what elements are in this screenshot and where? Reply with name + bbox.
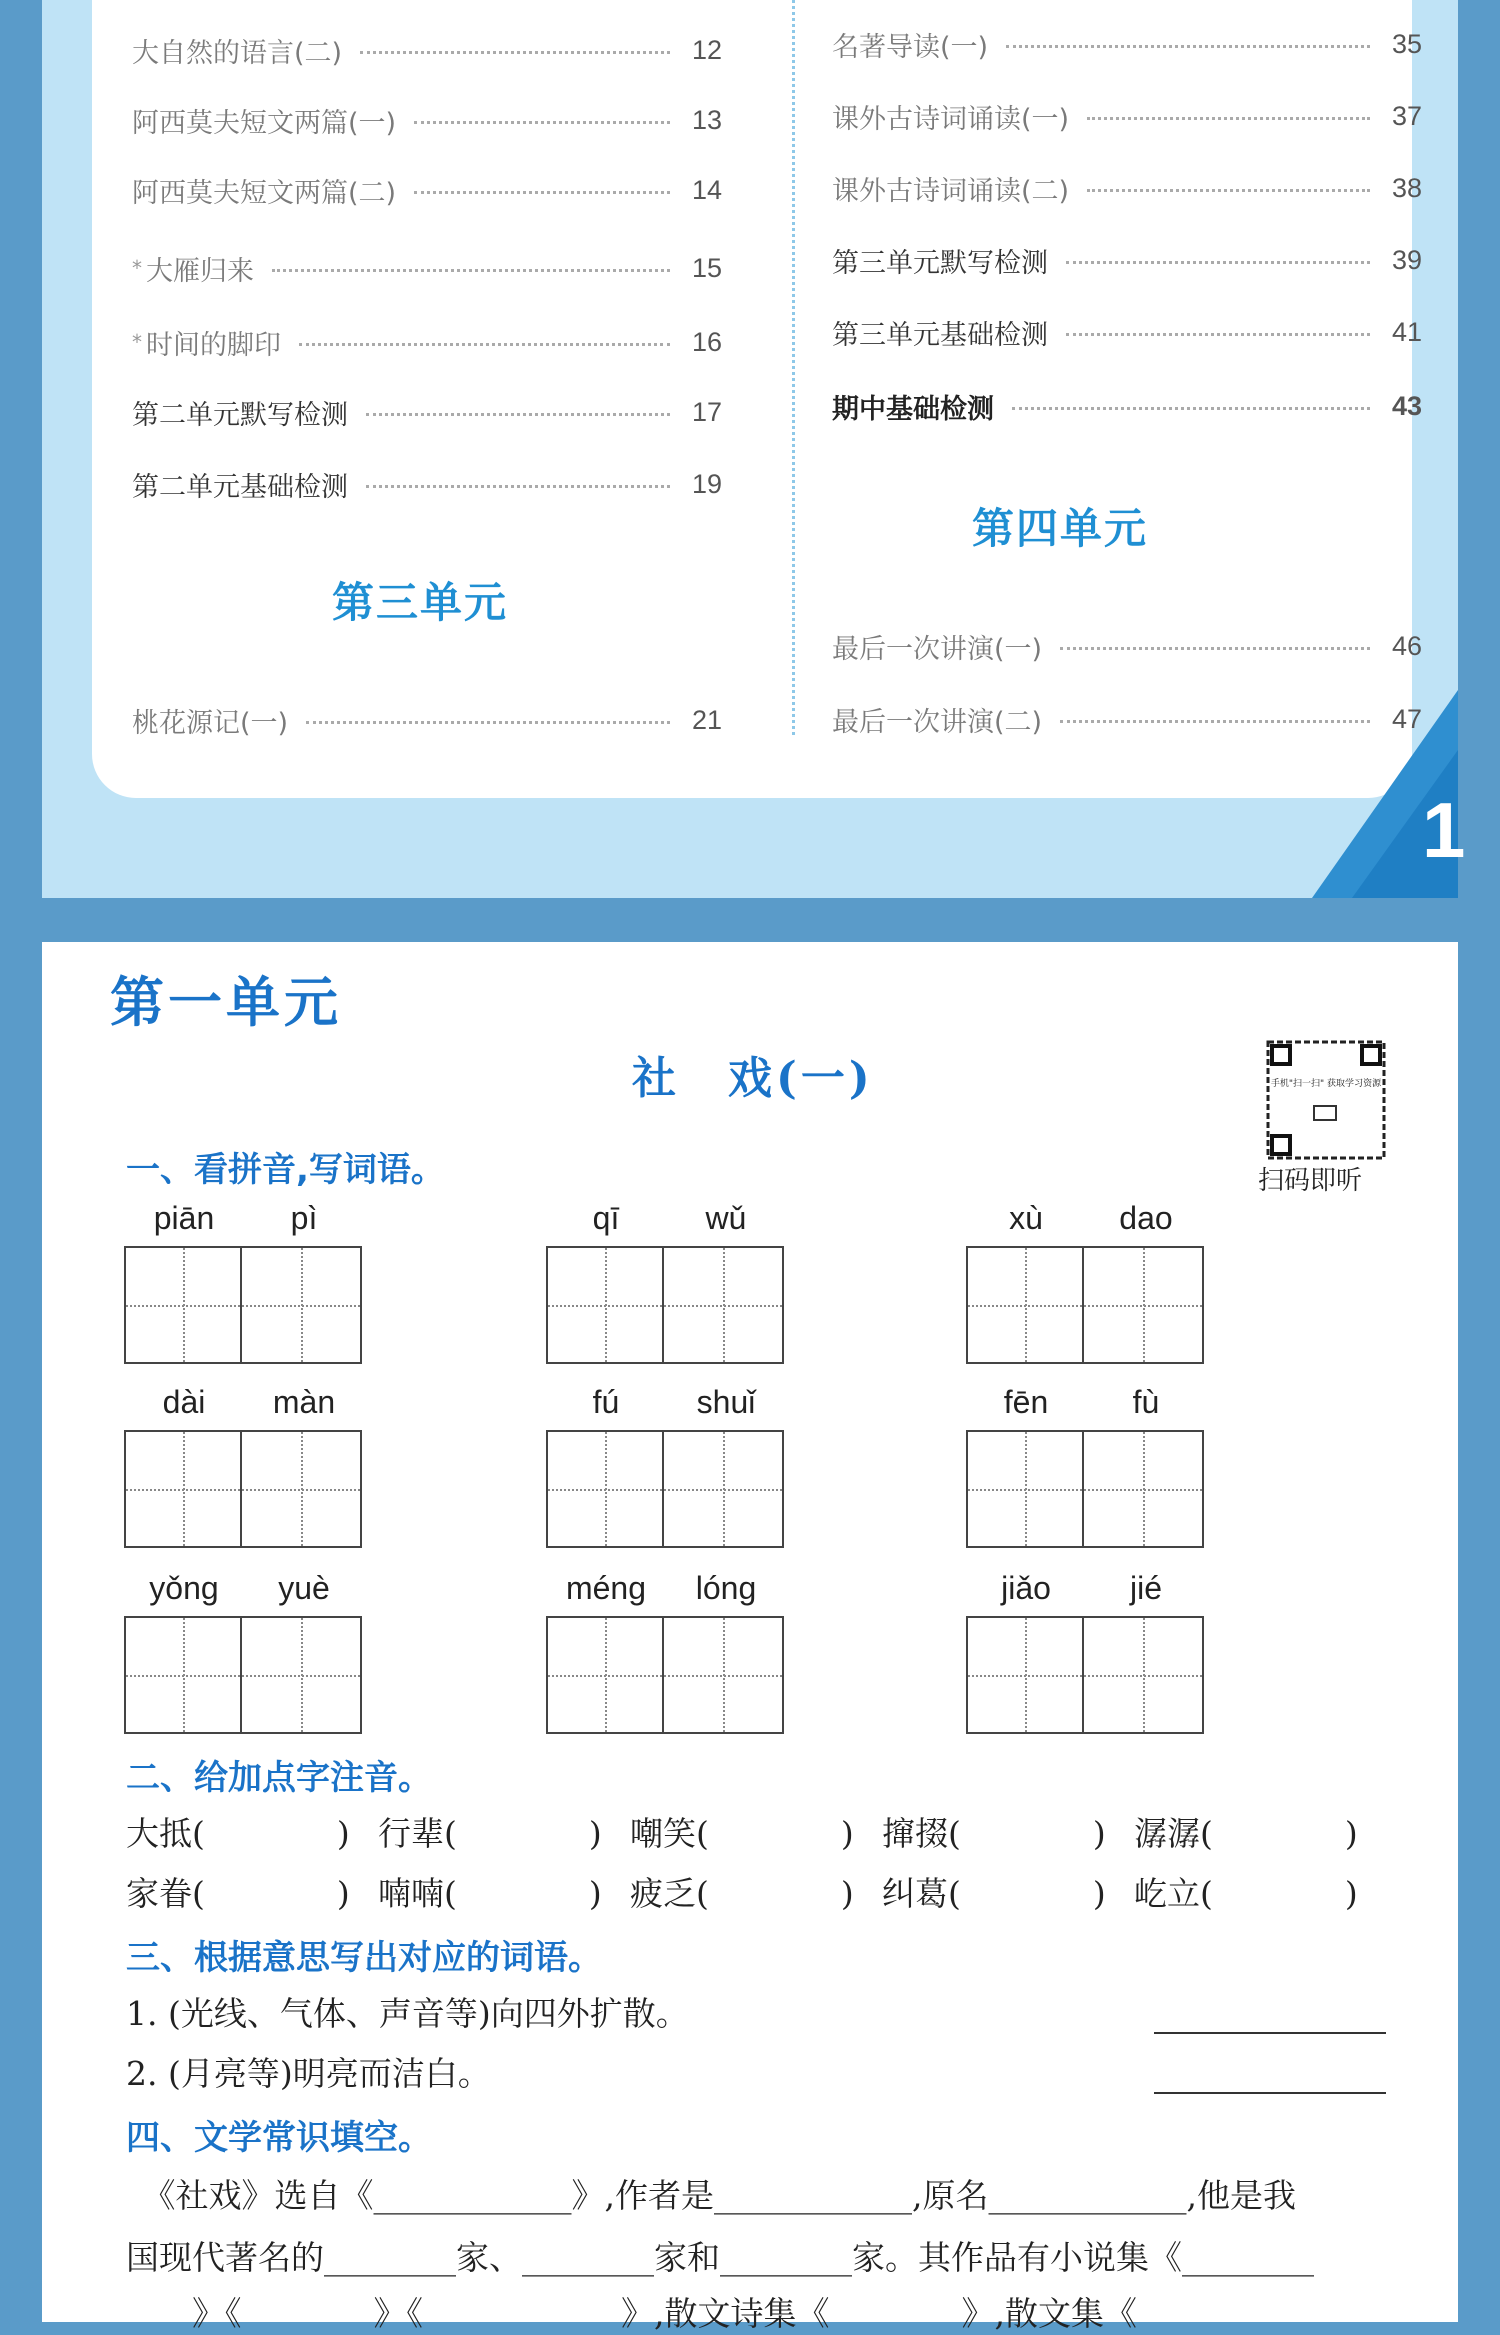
toc-unit-heading: 第四单元 bbox=[972, 504, 1149, 553]
toc-leader-dots bbox=[1060, 647, 1370, 650]
worksheet-page bbox=[42, 942, 1458, 2333]
toc-leader-dots bbox=[1087, 117, 1370, 120]
pinyin-label: fú bbox=[592, 1384, 620, 1420]
toc-item-title: 期中基础检测 bbox=[832, 393, 994, 425]
tianzige-cell[interactable] bbox=[242, 1616, 362, 1734]
annotation-blank[interactable]: 纠葛( ) bbox=[882, 1874, 1106, 1913]
toc-item-page: 17 bbox=[691, 396, 722, 427]
answer-blank-line[interactable] bbox=[1154, 2032, 1386, 2034]
toc-item[interactable] bbox=[132, 462, 722, 506]
toc-item-title: 第二单元基础检测 bbox=[132, 471, 348, 503]
toc-item[interactable] bbox=[832, 238, 1422, 282]
tianzige-cell[interactable] bbox=[1084, 1616, 1204, 1734]
fill-in-line[interactable]: 》《 》《 》,散文诗集《 》,散文集《 bbox=[126, 2294, 1137, 2333]
toc-item-title: 名著导读(一) bbox=[832, 31, 989, 63]
pinyin-label: dao bbox=[1119, 1200, 1173, 1236]
pinyin-writing-box[interactable] bbox=[546, 1566, 786, 1734]
question-2-heading: 二、给加点字注音。 bbox=[126, 1758, 432, 1798]
tianzige-cell[interactable] bbox=[1084, 1246, 1204, 1364]
toc-item-page: 19 bbox=[691, 468, 722, 499]
toc-item-title: 阿西莫夫短文两篇(一) bbox=[132, 107, 397, 139]
pinyin-annotation-row bbox=[126, 1808, 1386, 1855]
toc-column-divider bbox=[792, 0, 795, 735]
fill-in-line[interactable]: 《社戏》选自《____________》,作者是____________,原名____________,他是我 bbox=[126, 2176, 1296, 2215]
tianzige-cell[interactable] bbox=[664, 1430, 784, 1548]
toc-item[interactable] bbox=[132, 390, 722, 434]
toc-item-title: 桃花源记(一) bbox=[132, 707, 289, 739]
toc-item-page: 14 bbox=[691, 174, 722, 205]
toc-card bbox=[92, 0, 1422, 798]
pinyin-label: lóng bbox=[695, 1570, 757, 1606]
toc-item[interactable] bbox=[132, 98, 722, 142]
tianzige-cell[interactable] bbox=[966, 1616, 1084, 1734]
annotation-blank[interactable]: 大抵( ) bbox=[126, 1814, 350, 1853]
tianzige-cell[interactable] bbox=[546, 1246, 664, 1364]
question-1-heading: 一、看拼音,写词语。 bbox=[126, 1150, 445, 1190]
pinyin-label: fēn bbox=[1003, 1384, 1049, 1420]
pinyin-label: yuè bbox=[278, 1570, 330, 1606]
annotation-blank[interactable]: 家眷( ) bbox=[126, 1874, 350, 1913]
toc-item[interactable] bbox=[832, 310, 1422, 354]
tianzige-cell[interactable] bbox=[242, 1246, 362, 1364]
tianzige-cell[interactable] bbox=[966, 1430, 1084, 1548]
question-4-heading: 四、文学常识填空。 bbox=[126, 2118, 432, 2158]
toc-leader-dots bbox=[360, 51, 670, 54]
meaning-item: 1. (光线、气体、声音等)向四外扩散。 bbox=[126, 1994, 689, 2033]
toc-item[interactable] bbox=[132, 168, 722, 212]
toc-leader-dots bbox=[1066, 333, 1370, 336]
tianzige-cell[interactable] bbox=[664, 1246, 784, 1364]
toc-leader-dots bbox=[366, 485, 670, 488]
toc-leader-dots bbox=[299, 343, 670, 346]
toc-item-page: 13 bbox=[691, 104, 722, 135]
toc-item-title: 第三单元默写检测 bbox=[832, 247, 1048, 279]
toc-item-page: 39 bbox=[1391, 244, 1422, 275]
tianzige-cell[interactable] bbox=[966, 1246, 1084, 1364]
answer-blank-line[interactable] bbox=[1154, 2092, 1386, 2094]
pinyin-label: xù bbox=[1009, 1200, 1043, 1236]
pinyin-writing-box[interactable] bbox=[966, 1380, 1206, 1548]
toc-item-page: 43 bbox=[1391, 390, 1422, 421]
qr-code-icon[interactable] bbox=[1266, 1040, 1386, 1160]
toc-page bbox=[42, 0, 1466, 898]
pinyin-label: dài bbox=[162, 1384, 206, 1420]
pinyin-writing-box[interactable] bbox=[124, 1380, 364, 1548]
toc-leader-dots bbox=[366, 413, 670, 416]
pinyin-writing-box[interactable] bbox=[124, 1196, 364, 1364]
toc-item-title: 大自然的语言(二) bbox=[132, 37, 343, 69]
pinyin-annotation-row bbox=[126, 1868, 1386, 1915]
qr-caption: 扫码即听 bbox=[1258, 1166, 1363, 1196]
toc-item-title: 大雁归来 bbox=[146, 255, 254, 287]
toc-item-page: 15 bbox=[691, 252, 722, 283]
pinyin-label: màn bbox=[272, 1384, 336, 1420]
pinyin-writing-box[interactable] bbox=[966, 1196, 1206, 1364]
tianzige-cell[interactable] bbox=[664, 1616, 784, 1734]
toc-item-page: 47 bbox=[1391, 703, 1422, 734]
fill-in-line[interactable]: 国现代著名的________家、________家和________家。其作品有小说集《________ bbox=[126, 2238, 1314, 2277]
toc-item-title: 第二单元默写检测 bbox=[132, 399, 348, 431]
pinyin-label: pì bbox=[290, 1200, 318, 1236]
toc-item[interactable] bbox=[832, 166, 1422, 210]
annotation-blank[interactable]: 疲乏( ) bbox=[630, 1874, 854, 1913]
pinyin-label: yǒng bbox=[149, 1570, 219, 1606]
pinyin-label: jiǎo bbox=[1001, 1570, 1051, 1606]
toc-leader-dots bbox=[1087, 189, 1370, 192]
toc-item[interactable] bbox=[132, 28, 722, 72]
toc-item-page: 38 bbox=[1391, 172, 1422, 203]
lesson-title: 社 戏(一) bbox=[632, 1053, 874, 1104]
toc-item-title: 第三单元基础检测 bbox=[832, 319, 1048, 351]
toc-item-page: 12 bbox=[691, 34, 722, 65]
pinyin-label: shuǐ bbox=[696, 1384, 756, 1420]
toc-item[interactable] bbox=[132, 698, 722, 742]
annotation-blank[interactable]: 潺潺( ) bbox=[1134, 1814, 1358, 1853]
toc-item-page: 16 bbox=[691, 326, 722, 357]
annotation-blank[interactable]: 嘲笑( ) bbox=[630, 1814, 854, 1853]
tianzige-cell[interactable] bbox=[124, 1246, 242, 1364]
annotation-blank[interactable]: 屹立( ) bbox=[1134, 1874, 1358, 1913]
toc-item-title: 课外古诗词诵读(二) bbox=[832, 175, 1070, 207]
toc-item-title: 最后一次讲演(二) bbox=[832, 706, 1043, 738]
toc-item[interactable] bbox=[832, 94, 1422, 138]
toc-item-page: 21 bbox=[691, 704, 722, 735]
toc-item[interactable] bbox=[832, 384, 1422, 428]
toc-item-page: 41 bbox=[1391, 316, 1422, 347]
toc-item-title: 阿西莫夫短文两篇(二) bbox=[132, 177, 397, 209]
pinyin-label: méng bbox=[565, 1570, 647, 1606]
pinyin-label: piān bbox=[153, 1200, 215, 1236]
tianzige-cell[interactable] bbox=[124, 1616, 242, 1734]
toc-item[interactable] bbox=[832, 624, 1422, 668]
toc-item[interactable] bbox=[132, 246, 722, 290]
tianzige-cell[interactable] bbox=[1084, 1430, 1204, 1548]
pinyin-label: qī bbox=[592, 1200, 620, 1236]
toc-leader-dots bbox=[272, 269, 670, 272]
optional-lesson-star: * bbox=[132, 330, 142, 354]
optional-lesson-star: * bbox=[132, 256, 142, 280]
question-3-heading: 三、根据意思写出对应的词语。 bbox=[126, 1938, 602, 1978]
toc-item-page: 46 bbox=[1391, 630, 1422, 661]
tianzige-cell[interactable] bbox=[546, 1430, 664, 1548]
toc-leader-dots bbox=[1012, 407, 1370, 410]
annotation-blank[interactable]: 喃喃( ) bbox=[378, 1874, 602, 1913]
annotation-blank[interactable]: 撺掇( ) bbox=[882, 1814, 1106, 1853]
pinyin-label: jié bbox=[1129, 1570, 1162, 1606]
toc-leader-dots bbox=[1006, 45, 1370, 48]
toc-item-title: 课外古诗词诵读(一) bbox=[832, 103, 1070, 135]
annotation-blank[interactable]: 行辈( ) bbox=[378, 1814, 602, 1853]
toc-leader-dots bbox=[414, 191, 670, 194]
toc-leader-dots bbox=[306, 721, 670, 724]
pinyin-label: fù bbox=[1132, 1384, 1160, 1420]
toc-item[interactable] bbox=[832, 22, 1422, 66]
tianzige-cell[interactable] bbox=[124, 1430, 242, 1548]
toc-item-title: 时间的脚印 bbox=[146, 329, 281, 361]
tianzige-cell[interactable] bbox=[242, 1430, 362, 1548]
pinyin-writing-box[interactable] bbox=[124, 1566, 364, 1734]
toc-item-page: 37 bbox=[1391, 100, 1422, 131]
qr-label-text: 手机"扫一扫" 获取学习资源 bbox=[1270, 1079, 1382, 1089]
meaning-item: 2. (月亮等)明亮而洁白。 bbox=[126, 2054, 491, 2093]
page-number: 1 bbox=[1422, 786, 1466, 874]
unit-title: 第一单元 bbox=[110, 971, 342, 1034]
pinyin-writing-box[interactable] bbox=[546, 1380, 786, 1548]
pinyin-writing-box[interactable] bbox=[546, 1196, 786, 1364]
tianzige-cell[interactable] bbox=[546, 1616, 664, 1734]
toc-unit-heading: 第三单元 bbox=[332, 578, 509, 627]
toc-item[interactable] bbox=[132, 320, 722, 364]
toc-leader-dots bbox=[1066, 261, 1370, 264]
pinyin-label: wǔ bbox=[705, 1200, 747, 1236]
toc-leader-dots bbox=[414, 121, 670, 124]
toc-item-title: 最后一次讲演(一) bbox=[832, 633, 1043, 665]
toc-item-page: 35 bbox=[1391, 28, 1422, 59]
pinyin-writing-box[interactable] bbox=[966, 1566, 1206, 1734]
